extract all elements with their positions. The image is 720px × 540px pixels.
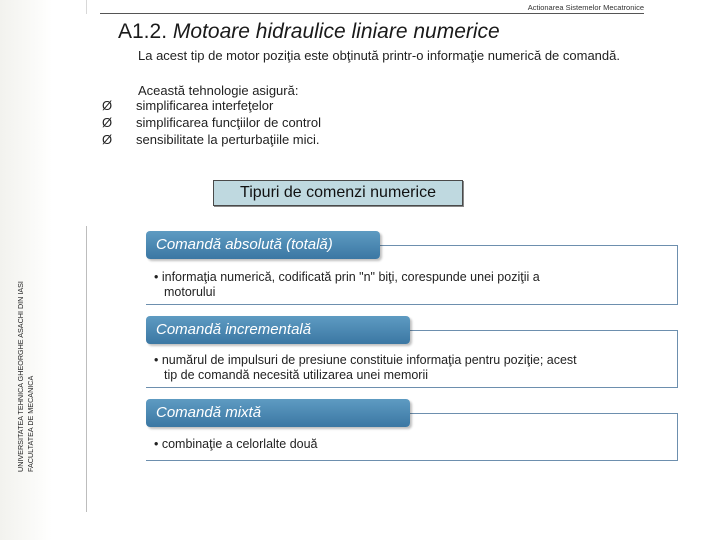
bullet-item [102,132,320,147]
subheading-box: Tipuri de comenzi numerice [213,180,463,206]
command-description [154,437,644,452]
arrow-bullet-icon: Ø [102,115,113,130]
command-title-bar: Comandă mixtă [146,399,410,427]
bullet-text: simplificarea funcţiilor de control [136,115,321,130]
arrow-bullet-icon: Ø [102,98,113,113]
university-name: UNIVERSITATEA TEHNICA GHEORGHE ASACHI DIN IASI [16,281,25,472]
course-header: Actionarea Sistemelor Mecatronice [527,3,644,12]
command-line: motorului [164,284,216,299]
title-number: A1.2. [118,20,168,43]
intro-lead: Această tehnologie asigură: [138,83,299,98]
intro-paragraph: La acest tip de motor poziţia este obţinută printr-o informaţie numerică de comandă. [138,48,620,63]
header-rule [100,13,644,14]
bullet-item [102,98,273,113]
title-text: Motoare hidraulice liniare numerice [172,20,500,43]
page-title [118,20,500,44]
command-line: • numărul de impulsuri de presiune constituie informaţia pentru poziţie; acest [154,353,577,367]
command-title-bar: Comandă absolută (totală) [146,231,380,259]
bullet-text: sensibilitate la perturbaţiile mici. [136,132,320,147]
top-divider [86,0,87,14]
arrow-bullet-icon: Ø [102,132,113,147]
university-sidebar [16,252,36,472]
faculty-name: FACULTATEA DE MECANICA [26,375,35,472]
command-line: • combinaţie a celorlalte două [154,437,318,451]
command-line: tip de comandă necesită utilizarea unei memorii [164,367,429,382]
command-title-bar: Comandă incrementală [146,316,410,344]
command-line: • informaţia numerică, codificată prin "n" biţi, corespunde unei poziţii a [154,270,540,284]
vertical-divider [86,226,87,512]
bullet-item [102,115,321,130]
bullet-text: simplificarea interfeţelor [136,98,274,113]
command-description [154,353,644,382]
command-description [154,270,644,299]
